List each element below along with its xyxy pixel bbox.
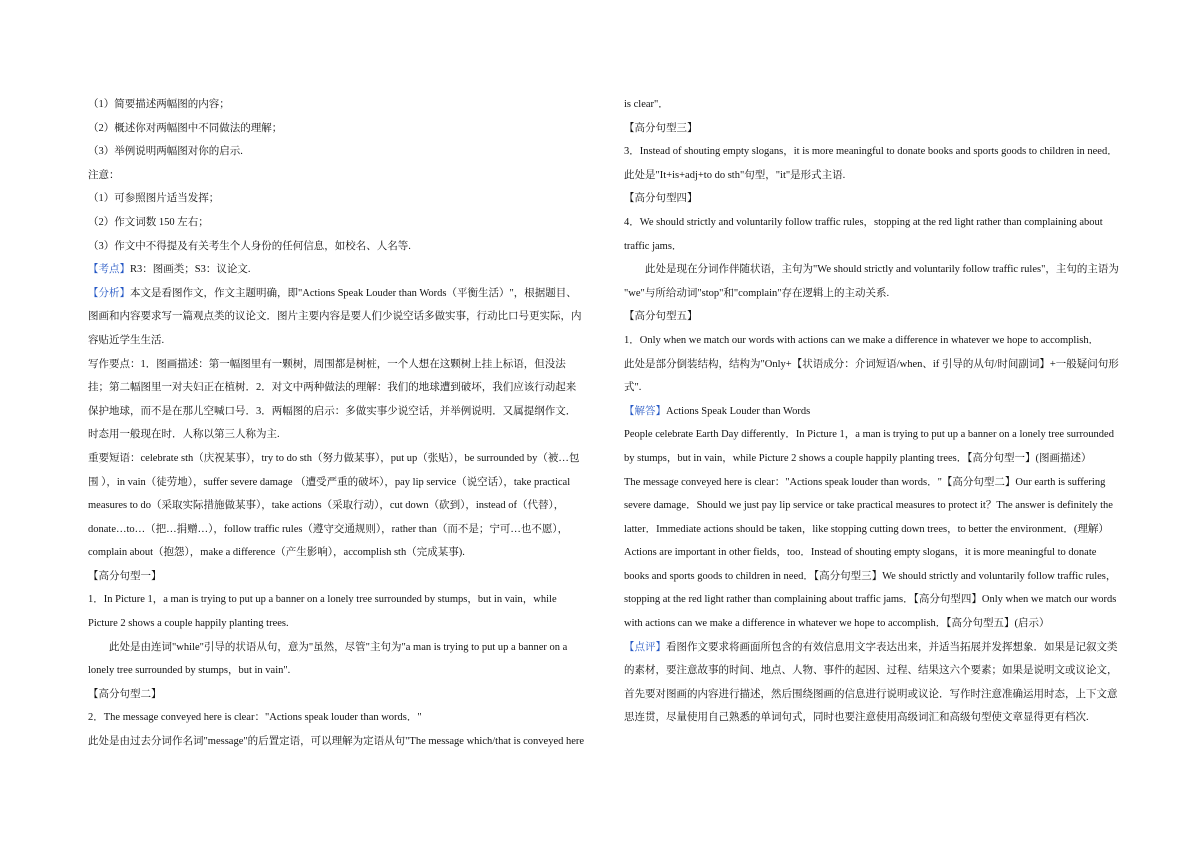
text-line xyxy=(88,518,590,542)
line-text: 挂；第二幅图里一对夫妇正在植树．2．对文中两种做法的理解：我们的地球遭到破坏，我们应该行动起来 xyxy=(88,382,577,394)
line-text: by stumps，but in vain，while Picture 2 shows a couple happily planting trees．【高分句型一】(图画描述） xyxy=(624,452,1092,464)
text-line xyxy=(88,659,590,683)
text-line xyxy=(88,93,590,117)
text-line xyxy=(624,423,1128,447)
line-text: 【高分句型一】 xyxy=(88,570,162,582)
line-text: donate…to…（把…捐赠…），follow traffic rules（遵守交通规则），rather than（而不是；宁可…也不愿）， xyxy=(88,523,569,535)
line-text: 【高分句型三】 xyxy=(624,122,698,134)
left-column xyxy=(88,93,590,754)
text-line xyxy=(624,400,1128,424)
text-line xyxy=(624,235,1128,259)
line-text: lonely tree surrounded by stumps，but in vain". xyxy=(88,665,291,677)
line-text: severe damage．Should we just pay lip service or take practical measures to protect it？The answer is definitely the xyxy=(624,500,1113,512)
text-line xyxy=(624,258,1128,282)
line-text: 2．The message conveyed here is clear："Actions speak louder than words．" xyxy=(88,712,422,724)
line-text: （2）作文词数 150 左右； xyxy=(88,216,209,228)
line-text: 思连贯，尽量使用自己熟悉的单词句式，同时也要注意使用高级词汇和高级句型使文章显得更有档次. xyxy=(624,712,1089,724)
text-line xyxy=(624,305,1128,329)
text-line xyxy=(624,541,1128,565)
text-line xyxy=(88,588,590,612)
line-text: 围 ），in vain（徒劳地），suffer severe damage （遭受严重的破坏），pay lip service（说空话），take practical xyxy=(88,476,571,488)
text-line xyxy=(624,447,1128,471)
line-text: （3）举例说明两幅图对你的启示. xyxy=(88,146,243,158)
text-line xyxy=(88,730,590,754)
line-text: 此处是由过去分词作名词"message"的后置定语，可以理解为定语从句"The message which/that is conveyed here xyxy=(88,736,585,748)
line-text: 写作要点：1．图画描述：第一幅图里有一颗树，周围都是树桩，一个人想在这颗树上挂上标语，但没法 xyxy=(88,358,566,370)
line-text: 【高分句型四】 xyxy=(624,193,698,205)
line-text: 注意： xyxy=(88,169,120,181)
text-line xyxy=(88,187,590,211)
text-line xyxy=(624,282,1128,306)
text-line xyxy=(88,164,590,188)
text-line xyxy=(88,235,590,259)
section-tag: 【点评】 xyxy=(624,641,666,653)
text-line xyxy=(624,683,1128,707)
line-text: 时态用一般现在时．人称以第三人称为主. xyxy=(88,429,280,441)
line-text: 【高分句型五】 xyxy=(624,311,698,323)
line-text: The message conveyed here is clear："Actions speak louder than words．"【高分句型二】Our earth is suffering xyxy=(624,476,1106,488)
text-line xyxy=(624,187,1128,211)
line-text: 的素材，要注意故事的时间、地点、人物、事件的起因、过程、结果这六个要素；如果是说明文或议论文， xyxy=(624,665,1118,677)
line-text: 此处是由连词"while"引导的状语从句，意为"虽然，尽管"主句为"a man is trying to put up a banner on a xyxy=(109,641,568,653)
text-line xyxy=(88,612,590,636)
text-line xyxy=(624,565,1128,589)
text-line xyxy=(88,400,590,424)
text-line xyxy=(624,376,1128,400)
line-text: （1）简要描述两幅图的内容； xyxy=(88,99,230,110)
line-text: with actions can we make a difference in whatever we hope to accomplish．【高分句型五】(启示） xyxy=(624,618,1050,630)
text-line xyxy=(88,211,590,235)
text-line xyxy=(88,258,590,282)
line-text: 本文是看图作文，作文主题明确，即"Actions Speak Louder than Words（平衡生活）"，根据题目、 xyxy=(130,287,577,299)
text-line xyxy=(624,471,1128,495)
line-text: books and sports goods to children in need．【高分句型三】We should strictly and voluntarily follow traffic rules， xyxy=(624,570,1117,582)
text-line xyxy=(624,494,1128,518)
text-line xyxy=(624,706,1128,730)
text-line xyxy=(88,140,590,164)
line-text: 此处是部分倒装结构，结构为"Only+【状语成分：介词短语/when、if 引导的从句/时间副词】+一般疑问句形 xyxy=(624,358,1119,370)
text-line xyxy=(624,117,1128,141)
line-text: 图画和内容要求写一篇观点类的议论文．图片主要内容是要人们少说空话多做实事，行动比口号更实际，内 xyxy=(88,311,582,323)
text-line xyxy=(624,164,1128,188)
text-line xyxy=(88,423,590,447)
section-tag: 【解答】 xyxy=(624,405,666,417)
text-line xyxy=(88,305,590,329)
text-line xyxy=(624,353,1128,377)
line-text: （1）可参照图片适当发挥； xyxy=(88,193,220,205)
line-text: 式". xyxy=(624,382,642,394)
text-line xyxy=(624,612,1128,636)
section-tag: 【考点】 xyxy=(88,264,130,276)
text-line xyxy=(624,211,1128,235)
line-text: 此处是"It+is+adj+to do sth"句型，"it"是形式主语. xyxy=(624,169,846,181)
text-line xyxy=(88,541,590,565)
line-text: 1．Only when we match our words with actions can we make a difference in whatever we hope to accomplish． xyxy=(624,334,1100,346)
text-line xyxy=(88,117,590,141)
line-text: People celebrate Earth Day differently．In Picture 1，a man is trying to put up a banner on a lonely tree surrounded xyxy=(624,429,1114,441)
text-line xyxy=(88,329,590,353)
text-line xyxy=(88,494,590,518)
text-line xyxy=(624,518,1128,542)
line-text: 看图作文要求将画面所包含的有效信息用文字表达出来，并适当拓展并发挥想象．如果是记叙文类 xyxy=(666,641,1118,653)
line-text: "we"与所给动词"stop"和"complain"存在逻辑上的主动关系. xyxy=(624,287,890,299)
line-text: 1．In Picture 1，a man is trying to put up a banner on a lonely tree surrounded by stumps，but in vain，while xyxy=(88,594,557,606)
text-line xyxy=(88,565,590,589)
text-line xyxy=(624,636,1128,660)
text-line xyxy=(624,140,1128,164)
line-text: 3．Instead of shouting empty slogans，it is more meaningful to donate books and sports goods to children in need． xyxy=(624,146,1118,158)
text-line xyxy=(88,471,590,495)
line-text: 【高分句型二】 xyxy=(88,688,162,700)
text-line xyxy=(624,588,1128,612)
text-line xyxy=(88,706,590,730)
line-text: measures to do（采取实际措施做某事），take actions（采取行动），cut down（砍到），instead of（代替）， xyxy=(88,500,565,512)
line-text: Picture 2 shows a couple happily planting trees. xyxy=(88,618,289,630)
line-text: （2）概述你对两幅图中不同做法的理解； xyxy=(88,122,283,134)
section-tag: 【分析】 xyxy=(88,287,130,299)
text-line xyxy=(88,282,590,306)
line-text: 容贴近学生生活. xyxy=(88,334,165,346)
text-line xyxy=(88,683,590,707)
line-text: （3）作文中不得提及有关考生个人身份的任何信息，如校名、人名等. xyxy=(88,240,411,252)
line-text: latter．Immediate actions should be taken，like stopping cutting down trees，to better the environment．(理解） xyxy=(624,523,1109,535)
line-text: Actions Speak Louder than Words xyxy=(666,405,811,417)
text-line xyxy=(88,353,590,377)
line-text: is clear"． xyxy=(624,99,669,110)
line-text: 保护地球，而不是在那儿空喊口号．3．两幅图的启示：多做实事少说空话，并举例说明．又属提纲作文． xyxy=(88,405,577,417)
right-column xyxy=(624,93,1128,730)
line-text: 重要短语：celebrate sth（庆祝某事），try to do sth（努力做某事），put up（张贴），be surrounded by（被…包 xyxy=(88,452,580,464)
text-line xyxy=(624,93,1128,117)
text-line xyxy=(624,659,1128,683)
text-line xyxy=(624,329,1128,353)
line-text: Actions are important in other fields，too．Instead of shouting empty slogans，it is more meaningful to donate xyxy=(624,547,1097,559)
text-line xyxy=(88,447,590,471)
line-text: traffic jams． xyxy=(624,240,683,252)
line-text: complain about（抱怨），make a difference（产生影响），accomplish sth（完成某事). xyxy=(88,547,465,559)
text-line xyxy=(88,376,590,400)
line-text: 此处是现在分词作伴随状语，主句为"We should strictly and voluntarily follow traffic rules"，主句的主语为 xyxy=(645,264,1119,276)
line-text: 首先要对图画的内容进行描述，然后围绕图画的信息进行说明或议论．写作时注意准确运用时态，上下文意 xyxy=(624,688,1118,700)
line-text: stopping at the red light rather than complaining about traffic jams．【高分句型四】Only when we match our words xyxy=(624,594,1117,606)
line-text: R3：图画类；S3：议论文. xyxy=(130,264,251,276)
text-line xyxy=(88,636,590,660)
line-text: 4．We should strictly and voluntarily follow traffic rules，stopping at the red light rather than complaining about xyxy=(624,216,1103,228)
